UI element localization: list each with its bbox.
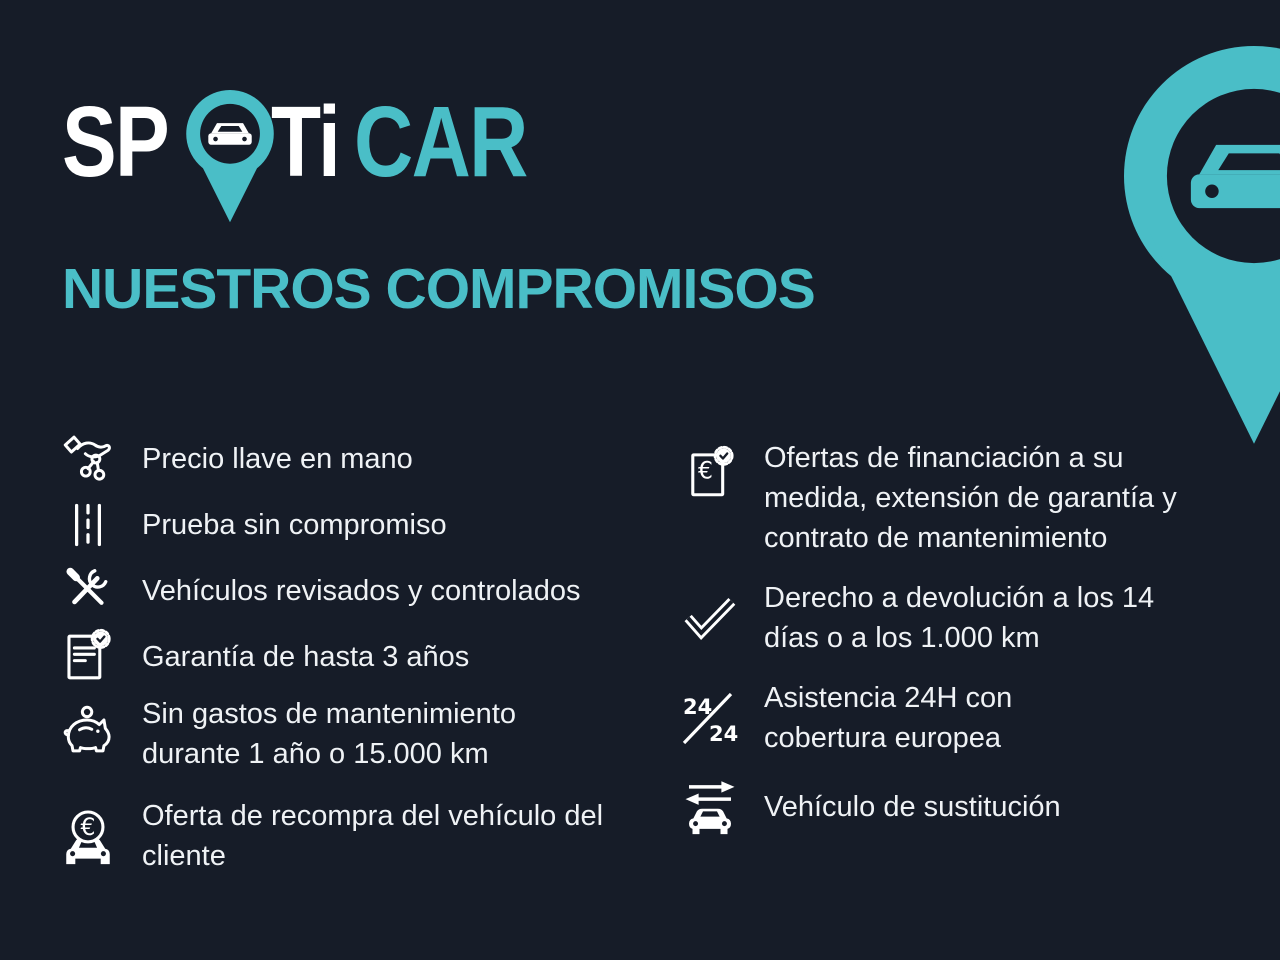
commitments-left-column (58, 430, 658, 876)
commitment-price-turnkey (58, 430, 658, 488)
logo-text-ti: Ti (271, 86, 340, 198)
commitment-label: Oferta de recompra del vehículo del cliente (142, 800, 604, 872)
h24-bottom-glyph: 24 (709, 722, 738, 746)
logo-text-sp: SP (62, 86, 169, 198)
commitment-checked-vehicles (58, 562, 658, 620)
commitment-label: Derecho a devolución a los 14 días o a los 1.000 km (764, 582, 1155, 654)
commitment-label: Vehículos revisados y controlados (142, 575, 581, 607)
commitment-assistance-24h (680, 678, 1246, 758)
commitment-label: Prueba sin compromiso (142, 509, 447, 541)
tools-icon (58, 562, 118, 620)
commitment-return-right (680, 578, 1246, 658)
commitment-test-drive (58, 496, 658, 554)
page-title: NUESTROS COMPROMISOS (62, 257, 815, 321)
commitment-label: Asistencia 24H con cobertura europea (764, 682, 1013, 754)
euro-glyph: € (697, 456, 713, 485)
logo-text-car: CAR (354, 86, 528, 198)
piggy-bank-icon (58, 705, 118, 763)
spoticar-logo (62, 86, 565, 224)
replacement-car-icon (680, 778, 740, 836)
checkmark-icon (680, 589, 740, 647)
location-pin-car-icon (181, 90, 279, 224)
commitment-label: Sin gastos de mantenimiento durante 1 año o 15.000 km (142, 698, 516, 770)
hand-keys-icon (58, 430, 118, 488)
commitment-buyback-offer (58, 796, 658, 876)
warranty-document-icon (58, 628, 118, 686)
commitment-label: Vehículo de sustitución (764, 791, 1061, 823)
commitment-no-maintenance-costs (58, 694, 658, 774)
commitment-replacement-vehicle (680, 778, 1246, 836)
h24-top-glyph: 24 (683, 695, 713, 719)
corner-location-pin-car-icon (1124, 46, 1280, 449)
commitment-warranty (58, 628, 658, 686)
commitments-right-column (680, 438, 1246, 836)
commitment-financing-offers (680, 438, 1246, 558)
road-icon (58, 496, 118, 554)
assistance-24-24-icon (680, 689, 740, 747)
commitment-label: Precio llave en mano (142, 443, 413, 475)
commitment-label: Garantía de hasta 3 años (142, 641, 470, 673)
euro-glyph: € (80, 813, 96, 842)
commitment-label: Ofertas de financiación a su medida, extensión de garantía y contrato de mantenimiento (764, 442, 1177, 554)
euro-coin-car-icon (58, 807, 118, 865)
financing-document-icon (680, 444, 740, 502)
